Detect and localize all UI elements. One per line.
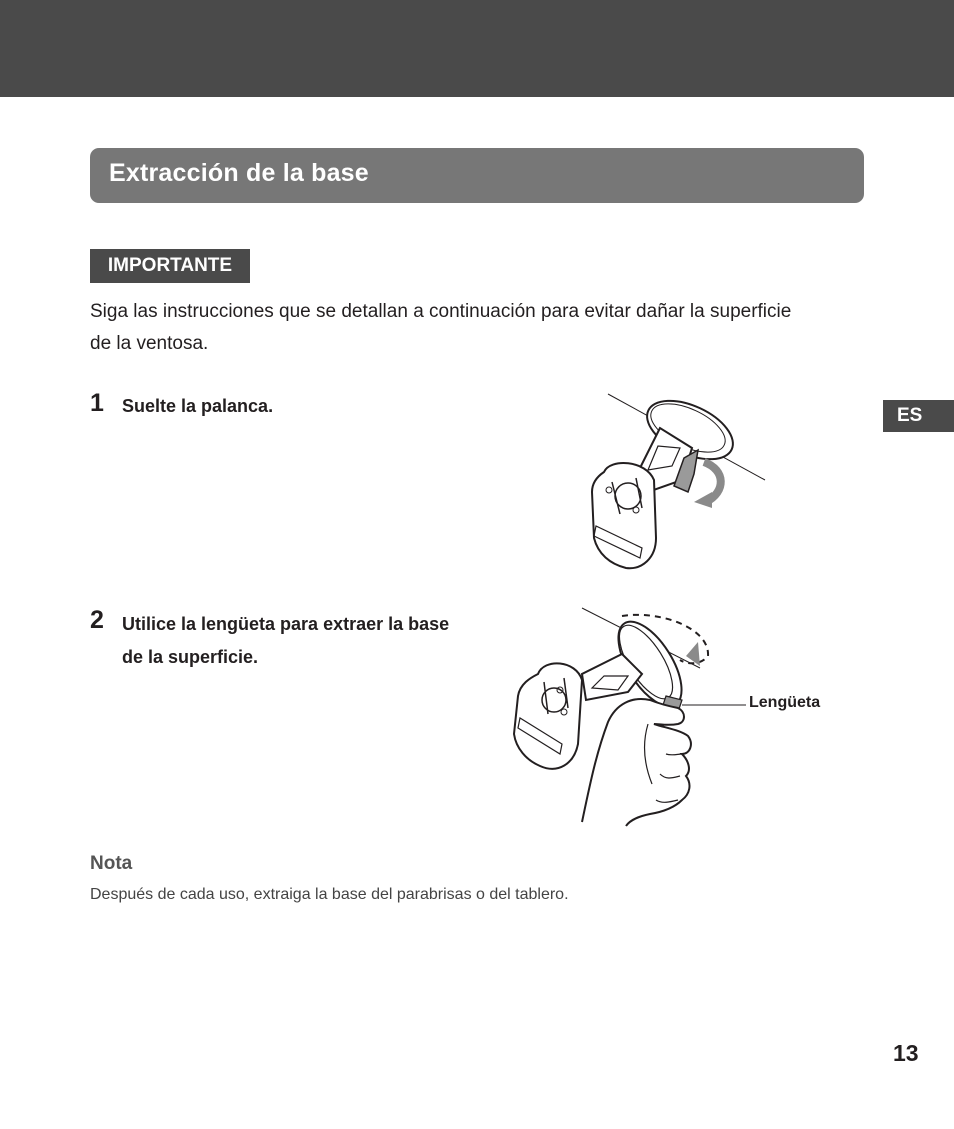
figure-pull-tab: [510, 604, 750, 826]
note-text: Después de cada uso, extraiga la base del parabrisas o del tablero.: [90, 886, 569, 903]
step-2-text: Utilice la lengüeta para extraer la base de la superficie.: [122, 614, 450, 667]
tab-callout-label: Lengüeta: [749, 694, 821, 711]
top-banner: [0, 0, 954, 97]
step-2-number: 2: [90, 606, 104, 634]
section-header: [90, 148, 864, 203]
important-label: IMPORTANTE: [90, 249, 250, 283]
step-1-number: 1: [90, 389, 104, 417]
note-title: Nota: [90, 853, 133, 874]
page-number: 13: [893, 1040, 919, 1066]
language-tab: ES: [883, 400, 954, 432]
important-text: Siga las instrucciones que se detallan a continuación para evitar dañar la superficie de la ventosa.: [90, 301, 792, 354]
section-title: Extracción de la base: [109, 159, 369, 187]
step-1-text: Suelte la palanca.: [122, 396, 274, 416]
figure-release-lever: [580, 388, 780, 578]
